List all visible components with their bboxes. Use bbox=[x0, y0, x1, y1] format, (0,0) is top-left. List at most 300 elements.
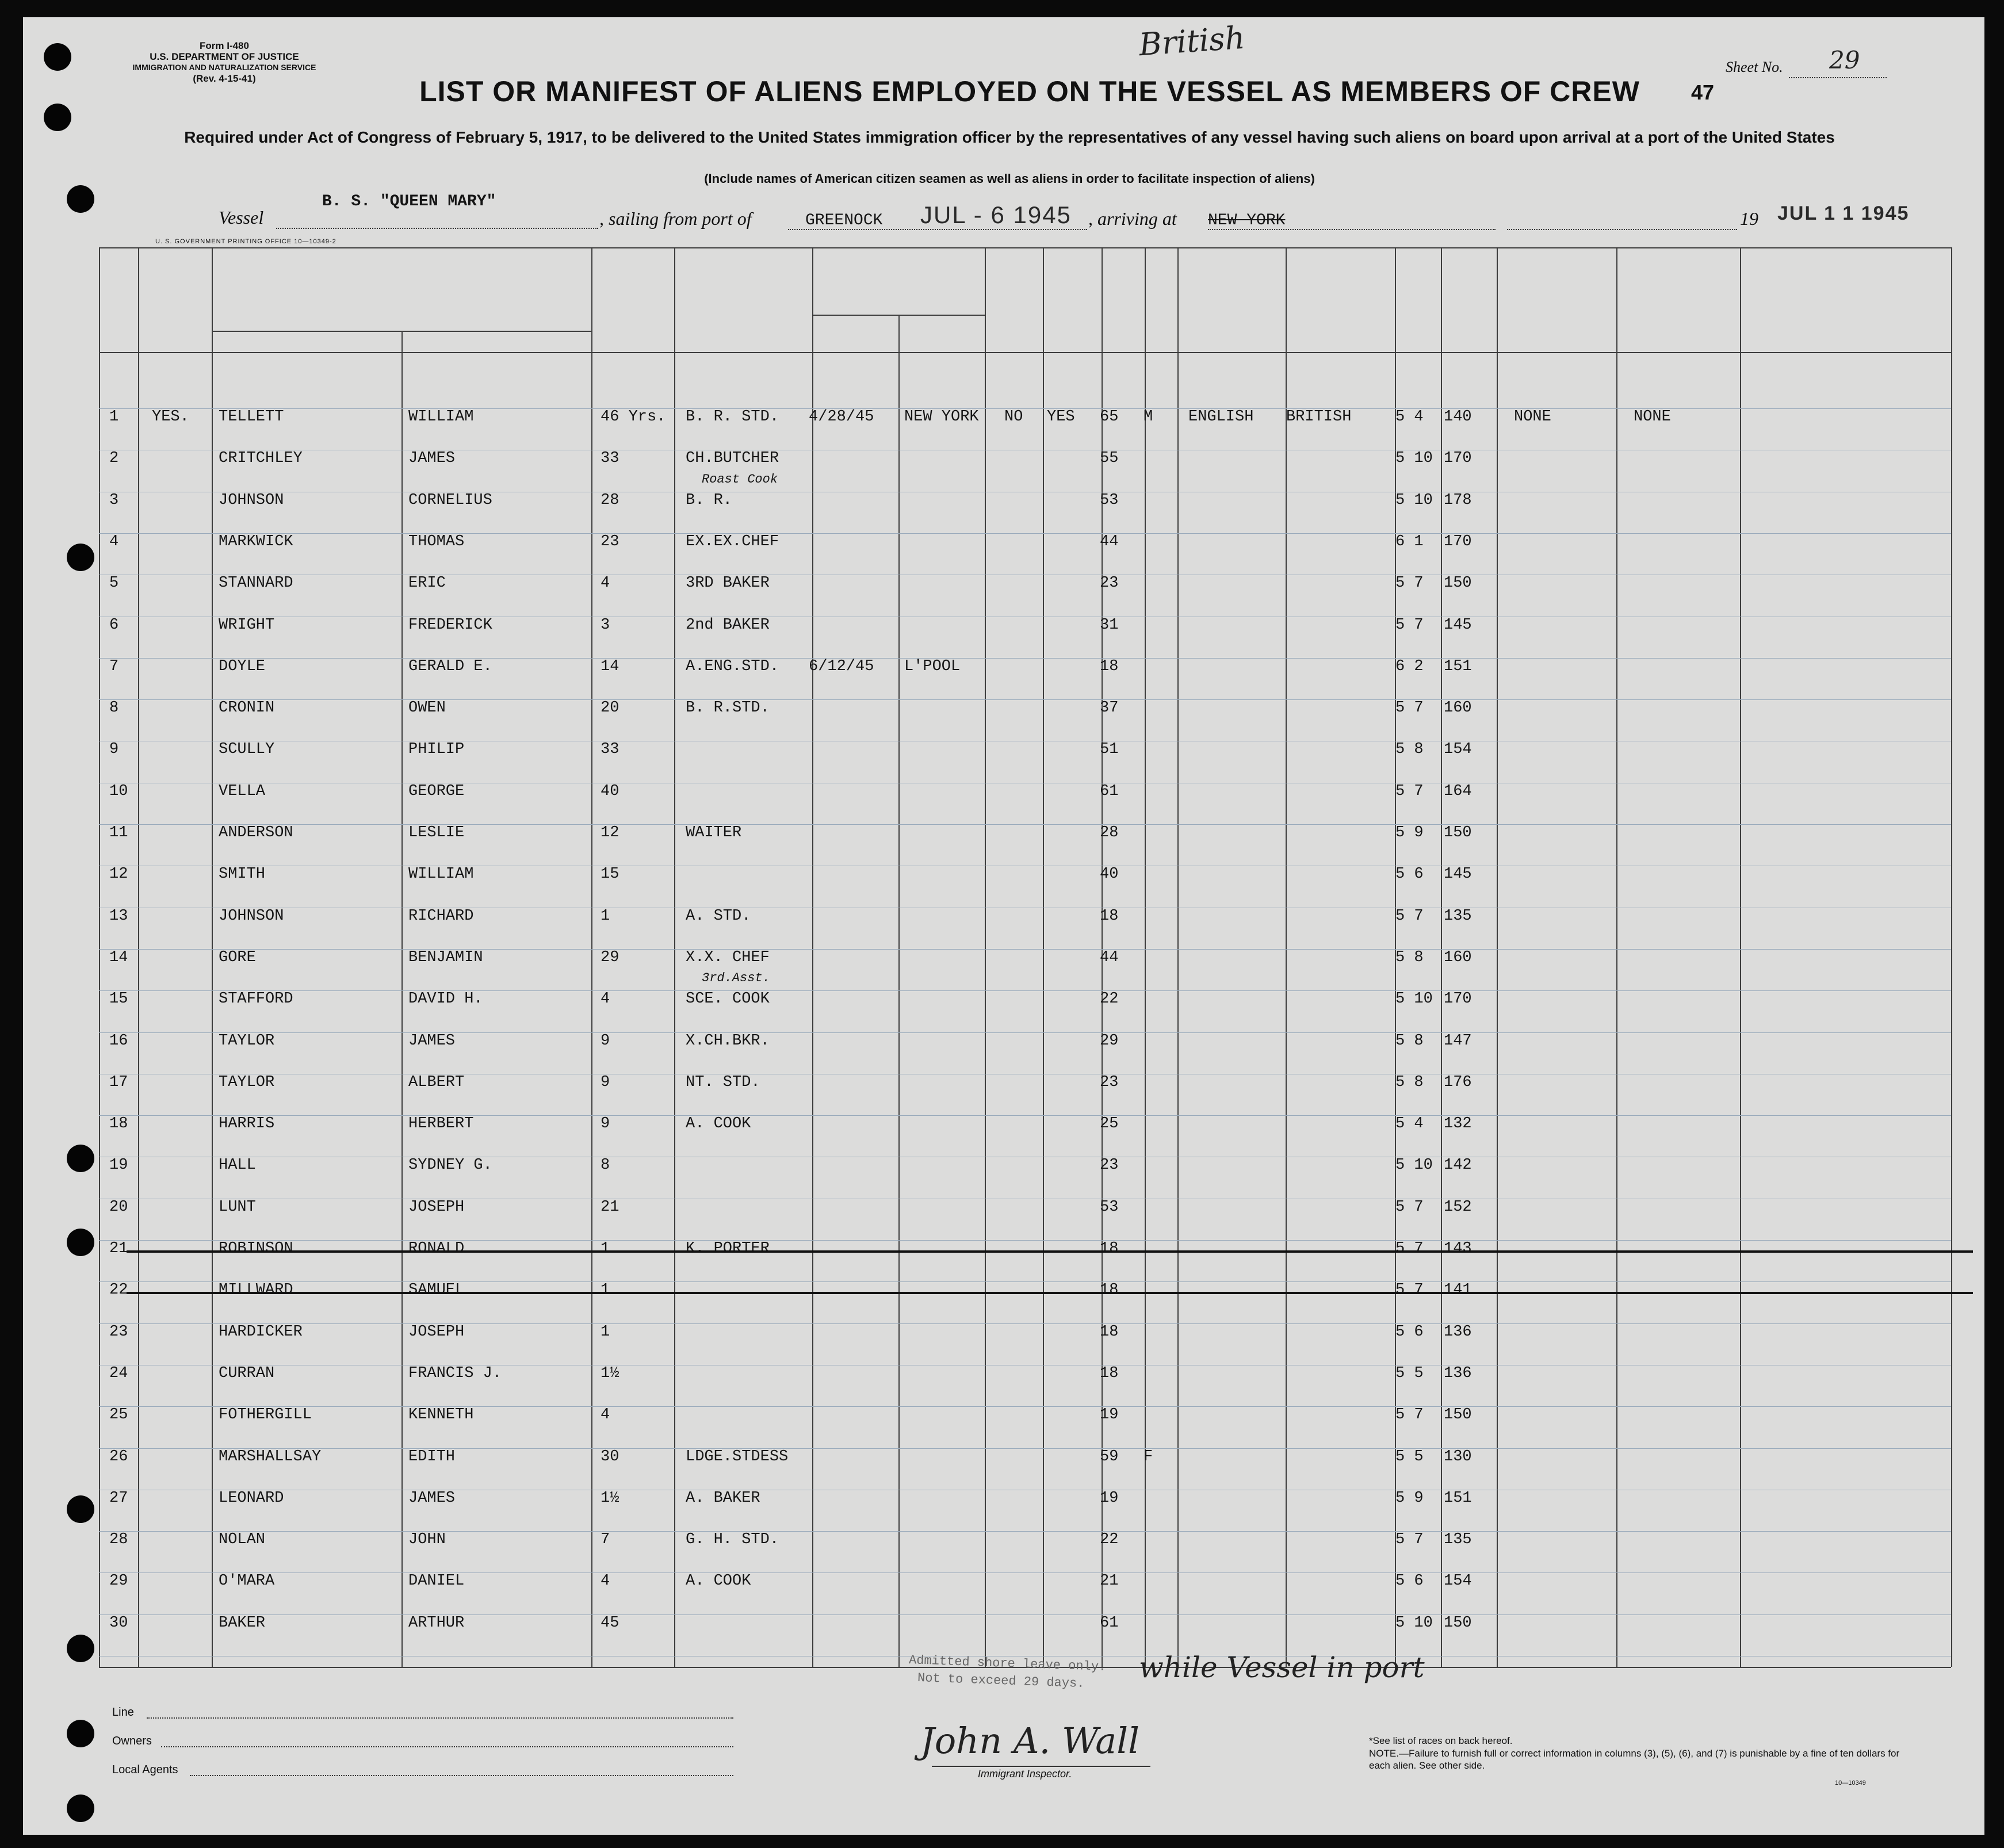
column-divider bbox=[138, 247, 139, 1667]
height-cell: 5 10 bbox=[1395, 1614, 1433, 1632]
family-name-cell: GORE bbox=[219, 949, 256, 966]
weight-cell: 151 bbox=[1444, 1490, 1472, 1507]
service-cell: 1 bbox=[601, 1281, 610, 1299]
column-divider bbox=[898, 331, 900, 1667]
strike-through-line bbox=[127, 1292, 1973, 1294]
sheet-number-label: Sheet No. bbox=[1726, 59, 1783, 75]
admission-stamp: Admitted shore leave only. bbox=[908, 1653, 1107, 1674]
row-number: 28 bbox=[109, 1531, 128, 1548]
strike-through-line bbox=[127, 1250, 1973, 1253]
row-number: 11 bbox=[109, 824, 128, 841]
table-header-border bbox=[99, 352, 1951, 353]
given-name-cell: JAMES bbox=[408, 1490, 456, 1507]
manifest-sheet bbox=[23, 17, 1984, 1835]
given-name-cell: FREDERICK bbox=[408, 617, 492, 634]
family-name-cell: BAKER bbox=[219, 1614, 266, 1632]
given-name-cell: WILLIAM bbox=[408, 866, 474, 883]
port-from: GREENOCK bbox=[805, 212, 883, 229]
age-cell: 55 bbox=[1100, 450, 1119, 467]
age-cell: 61 bbox=[1100, 783, 1119, 800]
family-name-cell: HARRIS bbox=[219, 1115, 275, 1132]
row-number: 16 bbox=[109, 1032, 128, 1050]
punch-hole bbox=[67, 1229, 94, 1256]
weight-cell: 135 bbox=[1444, 908, 1472, 925]
service-cell: 1 bbox=[601, 1240, 610, 1257]
nationality-annotation: British bbox=[1138, 19, 1246, 63]
given-name-cell: BENJAMIN bbox=[408, 949, 483, 966]
height-cell: 5 7 bbox=[1395, 1406, 1424, 1424]
service-cell: 20 bbox=[601, 699, 619, 717]
row-rule bbox=[99, 699, 1951, 700]
owners-field bbox=[161, 1746, 733, 1747]
service-cell: 3 bbox=[601, 617, 610, 634]
race-cell: ENGLISH bbox=[1188, 408, 1254, 426]
row-rule bbox=[99, 533, 1951, 534]
sailing-label: , sailing from port of bbox=[599, 208, 752, 229]
height-cell: 5 7 bbox=[1395, 1281, 1424, 1299]
age-cell: 18 bbox=[1100, 1281, 1119, 1299]
row-number: 12 bbox=[109, 866, 128, 883]
age-cell: 31 bbox=[1100, 617, 1119, 634]
height-cell: 5 7 bbox=[1395, 1199, 1424, 1216]
row-rule bbox=[99, 949, 1951, 950]
weight-cell: 135 bbox=[1444, 1531, 1472, 1548]
family-name-cell: STANNARD bbox=[219, 575, 293, 592]
family-name-cell: FOTHERGILL bbox=[219, 1406, 312, 1424]
form-number: Form I-480 bbox=[200, 40, 249, 51]
family-name-cell: JOHNSON bbox=[219, 492, 284, 509]
age-cell: 28 bbox=[1100, 824, 1119, 841]
row-number: 21 bbox=[109, 1240, 128, 1257]
age-cell: 29 bbox=[1100, 1032, 1119, 1050]
weight-cell: 152 bbox=[1444, 1199, 1472, 1216]
given-name-cell: LESLIE bbox=[408, 824, 465, 841]
height-cell: 5 7 bbox=[1395, 699, 1424, 717]
given-name-cell: GERALD E. bbox=[408, 658, 492, 675]
service-cell: 8 bbox=[601, 1157, 610, 1174]
height-cell: 5 8 bbox=[1395, 741, 1424, 758]
family-name-cell: VELLA bbox=[219, 783, 266, 800]
family-name-cell: TAYLOR bbox=[219, 1074, 275, 1091]
shipped-header-split bbox=[898, 315, 900, 352]
form-code: 10—10349 bbox=[1835, 1780, 1866, 1786]
service-cell: 21 bbox=[601, 1199, 619, 1216]
given-name-cell: JOHN bbox=[408, 1531, 446, 1548]
family-name-cell: MILLWARD bbox=[219, 1281, 293, 1299]
column-divider bbox=[99, 247, 100, 1667]
port-to: NEW YORK bbox=[1208, 212, 1286, 229]
year-label: 19 bbox=[1740, 208, 1758, 229]
family-name-cell: NOLAN bbox=[219, 1531, 266, 1548]
position-cell: CH.BUTCHER bbox=[686, 450, 779, 467]
service-cell: 15 bbox=[601, 866, 619, 883]
shipped-when-cell: 6/12/45 bbox=[809, 658, 874, 675]
name-header-divider bbox=[212, 331, 591, 332]
remarks-cell: NONE bbox=[1634, 408, 1671, 426]
column-divider bbox=[212, 247, 213, 1667]
service-cell: 45 bbox=[601, 1614, 619, 1632]
row-rule bbox=[99, 1448, 1951, 1449]
position-cell: X.CH.BKR. bbox=[686, 1032, 770, 1050]
service-cell: 4 bbox=[601, 1406, 610, 1424]
row-rule bbox=[99, 658, 1951, 659]
family-name-cell: HARDICKER bbox=[219, 1323, 303, 1341]
weight-cell: 143 bbox=[1444, 1240, 1472, 1257]
table-top-border bbox=[99, 247, 1951, 248]
age-cell: 18 bbox=[1100, 1365, 1119, 1382]
family-name-cell: CRONIN bbox=[219, 699, 275, 717]
inspector-signature: John A. Wall bbox=[920, 1720, 1139, 1762]
position-cell: B. R.STD. bbox=[686, 699, 770, 717]
column-divider bbox=[674, 247, 675, 1667]
weight-cell: 160 bbox=[1444, 699, 1472, 717]
given-name-cell: PHILIP bbox=[408, 741, 465, 758]
row-number: 8 bbox=[109, 699, 119, 717]
row-number: 3 bbox=[109, 492, 119, 509]
shipped-where-cell: L'POOL bbox=[904, 658, 961, 675]
prior-voyage-cell: YES. bbox=[152, 408, 189, 426]
position-cell: EX.EX.CHEF bbox=[686, 533, 779, 550]
given-name-cell: EDITH bbox=[408, 1448, 456, 1466]
age-cell: 44 bbox=[1100, 533, 1119, 550]
family-name-cell: JOHNSON bbox=[219, 908, 284, 925]
position-note: 3rd.Asst. bbox=[702, 971, 770, 985]
position-note: Roast Cook bbox=[702, 472, 778, 487]
departure-date-stamp: JUL - 6 1945 bbox=[920, 201, 1072, 228]
family-name-cell: SMITH bbox=[219, 866, 266, 883]
age-cell: 22 bbox=[1100, 990, 1119, 1008]
weight-cell: 150 bbox=[1444, 575, 1472, 592]
given-name-cell: GEORGE bbox=[408, 783, 465, 800]
shipped-when-cell: 4/28/45 bbox=[809, 408, 874, 426]
given-name-cell: KENNETH bbox=[408, 1406, 474, 1424]
height-cell: 5 6 bbox=[1395, 866, 1424, 883]
position-cell: K. PORTER bbox=[686, 1240, 770, 1257]
height-cell: 5 4 bbox=[1395, 408, 1424, 426]
given-name-cell: ERIC bbox=[408, 575, 446, 592]
punch-hole bbox=[44, 43, 71, 71]
column-divider bbox=[1286, 247, 1287, 1667]
row-number: 26 bbox=[109, 1448, 128, 1466]
punch-hole bbox=[67, 1720, 94, 1747]
row-rule bbox=[99, 1531, 1951, 1532]
row-rule bbox=[99, 1240, 1951, 1241]
weight-cell: 170 bbox=[1444, 990, 1472, 1008]
given-name-cell: ARTHUR bbox=[408, 1614, 465, 1632]
row-number: 23 bbox=[109, 1323, 128, 1341]
punch-hole bbox=[67, 185, 94, 213]
row-number: 30 bbox=[109, 1614, 128, 1632]
height-cell: 5 7 bbox=[1395, 575, 1424, 592]
admission-handwritten: while Vessel in port bbox=[1139, 1651, 1425, 1684]
weight-cell: 154 bbox=[1444, 741, 1472, 758]
line-label: Line bbox=[112, 1706, 134, 1719]
position-cell: 2nd BAKER bbox=[686, 617, 770, 634]
position-cell: A.ENG.STD. bbox=[686, 658, 779, 675]
row-number: 6 bbox=[109, 617, 119, 634]
row-number: 22 bbox=[109, 1281, 128, 1299]
column-divider bbox=[401, 331, 403, 1667]
age-cell: 25 bbox=[1100, 1115, 1119, 1132]
column-divider bbox=[1043, 247, 1044, 1667]
physical-marks-cell: NONE bbox=[1514, 408, 1551, 426]
family-name-cell: STAFFORD bbox=[219, 990, 293, 1008]
service-cell: 46 Yrs. bbox=[601, 408, 666, 426]
able-to-read-cell: YES bbox=[1047, 408, 1075, 426]
punch-hole bbox=[67, 1495, 94, 1523]
height-cell: 5 7 bbox=[1395, 783, 1424, 800]
age-cell: 40 bbox=[1100, 866, 1119, 883]
weight-cell: 176 bbox=[1444, 1074, 1472, 1091]
weight-cell: 130 bbox=[1444, 1448, 1472, 1466]
height-cell: 5 7 bbox=[1395, 1531, 1424, 1548]
position-cell: X.X. CHEF bbox=[686, 949, 770, 966]
height-cell: 5 8 bbox=[1395, 949, 1424, 966]
service-cell: 9 bbox=[601, 1032, 610, 1050]
position-cell: LDGE.STDESS bbox=[686, 1448, 789, 1466]
page-title: LIST OR MANIFEST OF ALIENS EMPLOYED ON THE VESSEL AS MEMBERS OF CREW bbox=[419, 75, 1640, 108]
number-47: 47 bbox=[1691, 81, 1715, 104]
height-cell: 5 10 bbox=[1395, 492, 1433, 509]
weight-cell: 145 bbox=[1444, 866, 1472, 883]
age-cell: 18 bbox=[1100, 1323, 1119, 1341]
height-cell: 5 9 bbox=[1395, 824, 1424, 841]
column-divider bbox=[1497, 247, 1498, 1667]
position-cell: SCE. COOK bbox=[686, 990, 770, 1008]
blank-line bbox=[1507, 229, 1737, 230]
position-cell: B. R. bbox=[686, 492, 733, 509]
column-divider bbox=[985, 247, 986, 1667]
height-cell: 6 2 bbox=[1395, 658, 1424, 675]
row-number: 17 bbox=[109, 1074, 128, 1091]
row-number: 5 bbox=[109, 575, 119, 592]
weight-cell: 170 bbox=[1444, 450, 1472, 467]
weight-cell: 150 bbox=[1444, 824, 1472, 841]
given-name-cell: JAMES bbox=[408, 450, 456, 467]
age-cell: 65 bbox=[1100, 408, 1119, 426]
weight-cell: 178 bbox=[1444, 492, 1472, 509]
row-rule bbox=[99, 1614, 1951, 1615]
discharged-cell: NO bbox=[1004, 408, 1023, 426]
sex-cell: F bbox=[1143, 1448, 1153, 1466]
races-note: *See list of races on back hereof. bbox=[1369, 1735, 1513, 1746]
sheet-number-line bbox=[1789, 77, 1887, 78]
family-name-cell: TELLETT bbox=[219, 408, 284, 426]
family-name-cell: ANDERSON bbox=[219, 824, 293, 841]
age-cell: 21 bbox=[1100, 1572, 1119, 1590]
local-agents-field bbox=[190, 1775, 733, 1776]
given-name-cell: HERBERT bbox=[408, 1115, 474, 1132]
height-cell: 5 9 bbox=[1395, 1490, 1424, 1507]
subtitle-note: (Include names of American citizen seamen as well as aliens in order to facilitate inspection of aliens) bbox=[704, 171, 1315, 186]
form-identifier bbox=[92, 40, 357, 84]
weight-cell: 142 bbox=[1444, 1157, 1472, 1174]
family-name-cell: CRITCHLEY bbox=[219, 450, 303, 467]
service-name: IMMIGRATION AND NATURALIZATION SERVICE bbox=[132, 63, 316, 72]
weight-cell: 160 bbox=[1444, 949, 1472, 966]
position-cell: NT. STD. bbox=[686, 1074, 760, 1091]
given-name-cell: DAVID H. bbox=[408, 990, 483, 1008]
row-number: 13 bbox=[109, 908, 128, 925]
weight-cell: 170 bbox=[1444, 533, 1472, 550]
height-cell: 5 10 bbox=[1395, 450, 1433, 467]
row-rule bbox=[99, 1572, 1951, 1573]
row-number: 1 bbox=[109, 408, 119, 426]
service-cell: 30 bbox=[601, 1448, 619, 1466]
row-number: 24 bbox=[109, 1365, 128, 1382]
service-cell: 14 bbox=[601, 658, 619, 675]
weight-cell: 150 bbox=[1444, 1614, 1472, 1632]
row-rule bbox=[99, 990, 1951, 991]
given-name-cell: THOMAS bbox=[408, 533, 465, 550]
age-cell: 51 bbox=[1100, 741, 1119, 758]
service-cell: 4 bbox=[601, 575, 610, 592]
age-cell: 37 bbox=[1100, 699, 1119, 717]
column-divider bbox=[1616, 247, 1617, 1667]
signature-line bbox=[932, 1766, 1150, 1767]
sheet-number: 29 bbox=[1829, 46, 1860, 74]
subtitle: Required under Act of Congress of February 5, 1917, to be delivered to the United States immigration officer by the representatives of any vessel having such aliens on board upon arrival at a port of the United States bbox=[184, 128, 1835, 146]
height-cell: 5 7 bbox=[1395, 617, 1424, 634]
department-name: U.S. DEPARTMENT OF JUSTICE bbox=[150, 51, 299, 62]
given-name-cell: WILLIAM bbox=[408, 408, 474, 426]
service-cell: 1½ bbox=[601, 1365, 619, 1382]
height-cell: 5 6 bbox=[1395, 1572, 1424, 1590]
age-cell: 61 bbox=[1100, 1614, 1119, 1632]
sex-cell: M bbox=[1143, 408, 1153, 426]
row-rule bbox=[99, 1115, 1951, 1116]
row-number: 15 bbox=[109, 990, 128, 1008]
row-rule bbox=[99, 1281, 1951, 1282]
column-divider bbox=[1951, 247, 1952, 1667]
service-cell: 1½ bbox=[601, 1490, 619, 1507]
age-cell: 18 bbox=[1100, 908, 1119, 925]
service-cell: 7 bbox=[601, 1531, 610, 1548]
height-cell: 5 8 bbox=[1395, 1032, 1424, 1050]
position-cell: A. STD. bbox=[686, 908, 751, 925]
given-name-cell: JOSEPH bbox=[408, 1323, 465, 1341]
punch-hole bbox=[67, 1145, 94, 1172]
position-cell: 3RD BAKER bbox=[686, 575, 770, 592]
owners-label: Owners bbox=[112, 1735, 152, 1747]
given-name-cell: FRANCIS J. bbox=[408, 1365, 502, 1382]
service-cell: 28 bbox=[601, 492, 619, 509]
family-name-cell: MARKWICK bbox=[219, 533, 293, 550]
family-name-cell: CURRAN bbox=[219, 1365, 275, 1382]
weight-cell: 154 bbox=[1444, 1572, 1472, 1590]
column-divider bbox=[1441, 247, 1442, 1667]
family-name-cell: ROBINSON bbox=[219, 1240, 293, 1257]
height-cell: 5 7 bbox=[1395, 908, 1424, 925]
age-cell: 59 bbox=[1100, 1448, 1119, 1466]
weight-cell: 150 bbox=[1444, 1406, 1472, 1424]
line-field bbox=[147, 1717, 733, 1719]
service-cell: 29 bbox=[601, 949, 619, 966]
column-divider bbox=[1177, 247, 1179, 1667]
shipped-where-cell: NEW YORK bbox=[904, 408, 979, 426]
given-name-cell: OWEN bbox=[408, 699, 446, 717]
row-number: 19 bbox=[109, 1157, 128, 1174]
row-number: 14 bbox=[109, 949, 128, 966]
weight-cell: 141 bbox=[1444, 1281, 1472, 1299]
age-cell: 23 bbox=[1100, 575, 1119, 592]
row-rule bbox=[99, 824, 1951, 825]
family-name-cell: LUNT bbox=[219, 1199, 256, 1216]
row-number: 20 bbox=[109, 1199, 128, 1216]
given-name-cell: RICHARD bbox=[408, 908, 474, 925]
weight-cell: 136 bbox=[1444, 1365, 1472, 1382]
position-cell: WAITER bbox=[686, 824, 742, 841]
column-divider bbox=[812, 247, 813, 1667]
service-cell: 1 bbox=[601, 908, 610, 925]
weight-cell: 132 bbox=[1444, 1115, 1472, 1132]
row-number: 18 bbox=[109, 1115, 128, 1132]
position-cell: B. R. STD. bbox=[686, 408, 779, 426]
row-rule bbox=[99, 1032, 1951, 1033]
service-cell: 23 bbox=[601, 533, 619, 550]
age-cell: 23 bbox=[1100, 1157, 1119, 1174]
height-cell: 5 8 bbox=[1395, 1074, 1424, 1091]
row-number: 9 bbox=[109, 741, 119, 758]
weight-cell: 140 bbox=[1444, 408, 1472, 426]
family-name-cell: DOYLE bbox=[219, 658, 266, 675]
form-revision: (Rev. 4-15-41) bbox=[193, 73, 256, 84]
age-cell: 18 bbox=[1100, 658, 1119, 675]
service-cell: 40 bbox=[601, 783, 619, 800]
family-name-cell: MARSHALLSAY bbox=[219, 1448, 322, 1466]
age-cell: 19 bbox=[1100, 1406, 1119, 1424]
arrival-date-stamp: JUL 1 1 1945 bbox=[1777, 202, 1910, 224]
service-cell: 1 bbox=[601, 1323, 610, 1341]
punch-hole bbox=[67, 1795, 94, 1822]
height-cell: 5 5 bbox=[1395, 1365, 1424, 1382]
age-cell: 53 bbox=[1100, 1199, 1119, 1216]
local-agents-label: Local Agents bbox=[112, 1763, 178, 1776]
height-cell: 5 5 bbox=[1395, 1448, 1424, 1466]
position-cell: A. COOK bbox=[686, 1572, 751, 1590]
family-name-cell: WRIGHT bbox=[219, 617, 275, 634]
position-cell: A. BAKER bbox=[686, 1490, 760, 1507]
family-name-cell: TAYLOR bbox=[219, 1032, 275, 1050]
age-cell: 44 bbox=[1100, 949, 1119, 966]
given-name-cell: RONALD bbox=[408, 1240, 465, 1257]
position-cell: A. COOK bbox=[686, 1115, 751, 1132]
row-number: 27 bbox=[109, 1490, 128, 1507]
row-number: 29 bbox=[109, 1572, 128, 1590]
arriving-label: , arriving at bbox=[1088, 208, 1177, 229]
row-rule bbox=[99, 1323, 1951, 1324]
service-cell: 9 bbox=[601, 1074, 610, 1091]
service-cell: 4 bbox=[601, 990, 610, 1008]
given-name-cell: CORNELIUS bbox=[408, 492, 492, 509]
weight-cell: 151 bbox=[1444, 658, 1472, 675]
given-name-cell: ALBERT bbox=[408, 1074, 465, 1091]
row-number: 10 bbox=[109, 783, 128, 800]
height-cell: 5 4 bbox=[1395, 1115, 1424, 1132]
admission-stamp-limit: Not to exceed 29 days. bbox=[917, 1670, 1085, 1692]
nationality-cell: BRITISH bbox=[1286, 408, 1352, 426]
height-cell: 5 7 bbox=[1395, 1240, 1424, 1257]
row-number: 25 bbox=[109, 1406, 128, 1424]
height-cell: 5 6 bbox=[1395, 1323, 1424, 1341]
printer-line: U. S. GOVERNMENT PRINTING OFFICE 10—10349-2 bbox=[155, 238, 336, 245]
height-cell: 5 10 bbox=[1395, 1157, 1433, 1174]
family-name-cell: HALL bbox=[219, 1157, 256, 1174]
punch-hole bbox=[44, 104, 71, 131]
row-number: 4 bbox=[109, 533, 119, 550]
row-number: 7 bbox=[109, 658, 119, 675]
height-cell: 6 1 bbox=[1395, 533, 1424, 550]
